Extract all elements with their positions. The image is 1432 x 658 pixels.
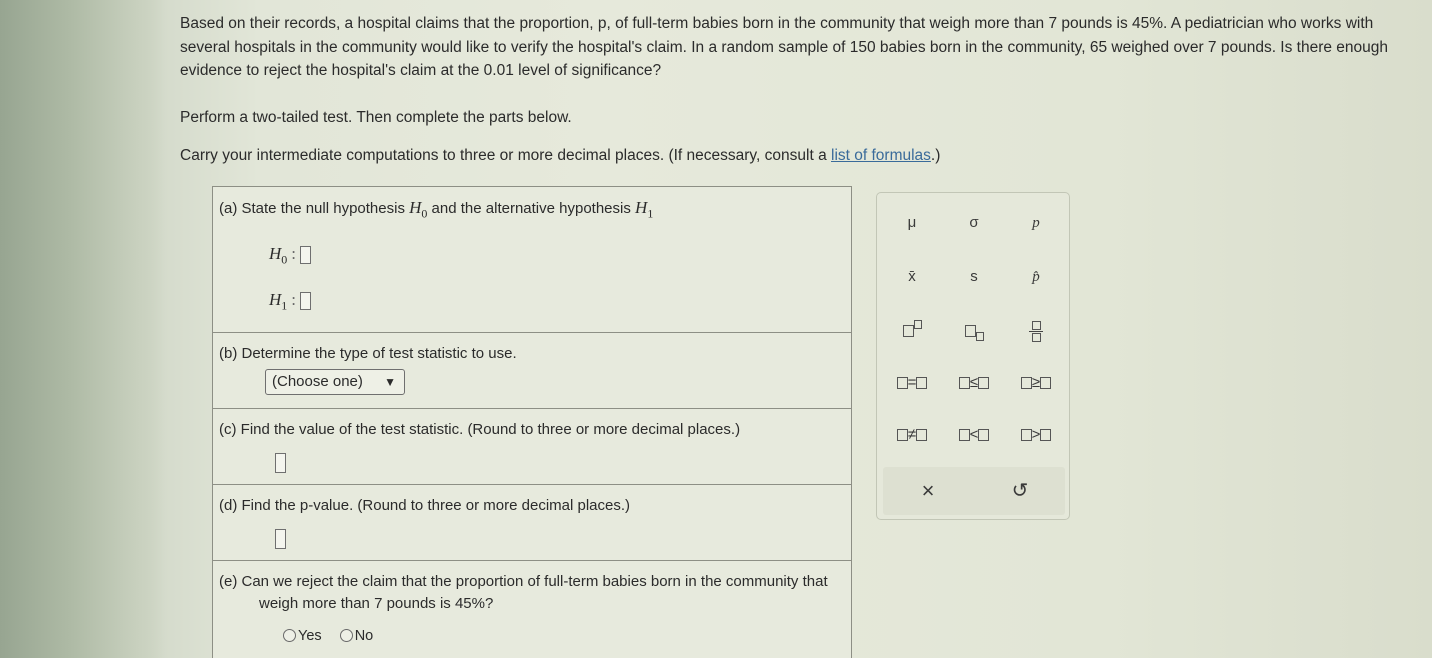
null-hypothesis-row [269,243,311,270]
subscript-button[interactable] [945,311,1003,351]
radio-circle-icon[interactable] [283,629,296,642]
undo-icon[interactable]: ↺ [1011,480,1029,502]
square-small-icon [914,320,922,329]
list-of-formulas-link[interactable]: list of formulas [831,147,931,164]
less-than-button[interactable] [945,415,1003,455]
greater-than-button[interactable] [1007,415,1065,455]
square-icon [965,325,976,337]
not-equal-button[interactable] [883,415,941,455]
h0-symbol [409,198,428,221]
null-hypothesis-input[interactable] [300,246,311,264]
clear-icon[interactable]: × [921,478,935,503]
instruction-decimals [180,144,1420,168]
palette-footer [883,467,1065,515]
test-statistic-input[interactable] [275,453,286,473]
square-icon [978,377,989,389]
option-label: No [354,628,374,644]
xbar-button[interactable]: x̄ [908,268,916,285]
radio-circle-icon[interactable] [340,629,353,642]
question-parts-box [212,186,852,658]
s-button[interactable]: s [970,268,978,285]
operator: < [969,426,979,443]
part-c [213,409,851,485]
operator: ≠ [907,426,917,443]
part-b [213,333,851,409]
square-icon [897,429,908,441]
h-subscript: 1 [281,298,288,313]
square-small-icon [976,332,984,341]
part-a-label [219,197,653,224]
mu-button[interactable]: μ [907,214,917,231]
p-value-input[interactable] [275,529,286,549]
part-b-label: (b) Determine the type of test statistic to use. [219,345,517,362]
option-yes[interactable] [283,628,322,644]
alternative-hypothesis-row [269,289,311,316]
option-no[interactable] [340,628,374,644]
part-e-label: (e) Can we reject the claim that the proportion of full-term babies born in the community that weigh more than 7 pounds is 45%? [219,573,828,612]
instruction-text: Carry your intermediate computations to three or more decimal places. (If necessary, consult a [180,147,831,164]
dropdown-value: (Choose one) [272,373,363,390]
h-letter: H [635,198,648,217]
part-a-text-mid: and the alternative hypothesis [427,200,636,217]
operator: ≤ [969,374,979,391]
colon: : [291,290,297,309]
square-icon [959,429,970,441]
math-symbol-palette [876,192,1070,520]
operator: > [1031,426,1041,443]
part-c-label: (c) Find the value of the test statistic. (Round to three or more decimal places.) [219,421,741,438]
fraction-bar [1029,331,1043,332]
square-icon [903,325,914,337]
less-equal-button[interactable] [945,363,1003,403]
instruction-two-tailed: Perform a two-tailed test. Then complete the parts below. [180,109,572,126]
equals-button[interactable] [883,363,941,403]
square-icon [916,429,927,441]
fraction-icon [1029,320,1043,343]
square-icon [1021,377,1032,389]
alternative-hypothesis-input[interactable] [300,292,311,310]
reject-claim-options [283,625,387,647]
denominator-square [1032,333,1041,342]
square-icon [1021,429,1032,441]
h-letter: H [269,244,282,263]
square-icon [1040,377,1051,389]
p-button[interactable]: p [1032,215,1040,231]
h-subscript: 1 [647,206,654,221]
h-subscript: 0 [421,206,428,221]
h1-symbol [635,198,654,221]
h-letter: H [269,290,282,309]
square-icon [897,377,908,389]
test-statistic-type-select[interactable] [265,369,405,395]
instruction-suffix: .) [930,147,941,164]
square-icon [959,377,970,389]
dropdown-arrow-icon: ▼ [384,375,396,389]
option-label: Yes [298,628,322,644]
operator: = [907,374,917,391]
part-a [213,187,851,333]
square-icon [916,377,927,389]
h-subscript: 0 [281,252,288,267]
h-letter: H [409,198,422,217]
part-a-text: (a) State the null hypothesis [219,200,410,217]
superscript-button[interactable] [883,311,941,351]
phat-button[interactable]: p̂ [1032,269,1040,285]
operator: ≥ [1031,374,1041,391]
square-icon [1040,429,1051,441]
fraction-button[interactable] [1007,311,1065,351]
greater-equal-button[interactable] [1007,363,1065,403]
problem-statement: Based on their records, a hospital claims that the proportion, p, of full-term babies born in the community that weigh more than 7 pounds is 45%. A pediatrician who works with several hospitals in the community would like to verify the hospital's claim. In a random sample of 150 babies born in the community, 65 weighed over 7 pounds. Is there enough evidence to reject the hospital's claim at the 0.01 level of significance? [180,15,1389,79]
part-d [213,485,851,561]
square-icon [978,429,989,441]
part-e [213,561,851,658]
part-d-label: (d) Find the p-value. (Round to three or more decimal places.) [219,497,631,514]
colon: : [291,244,297,263]
numerator-square [1032,321,1041,330]
sigma-button[interactable]: σ [969,214,979,231]
